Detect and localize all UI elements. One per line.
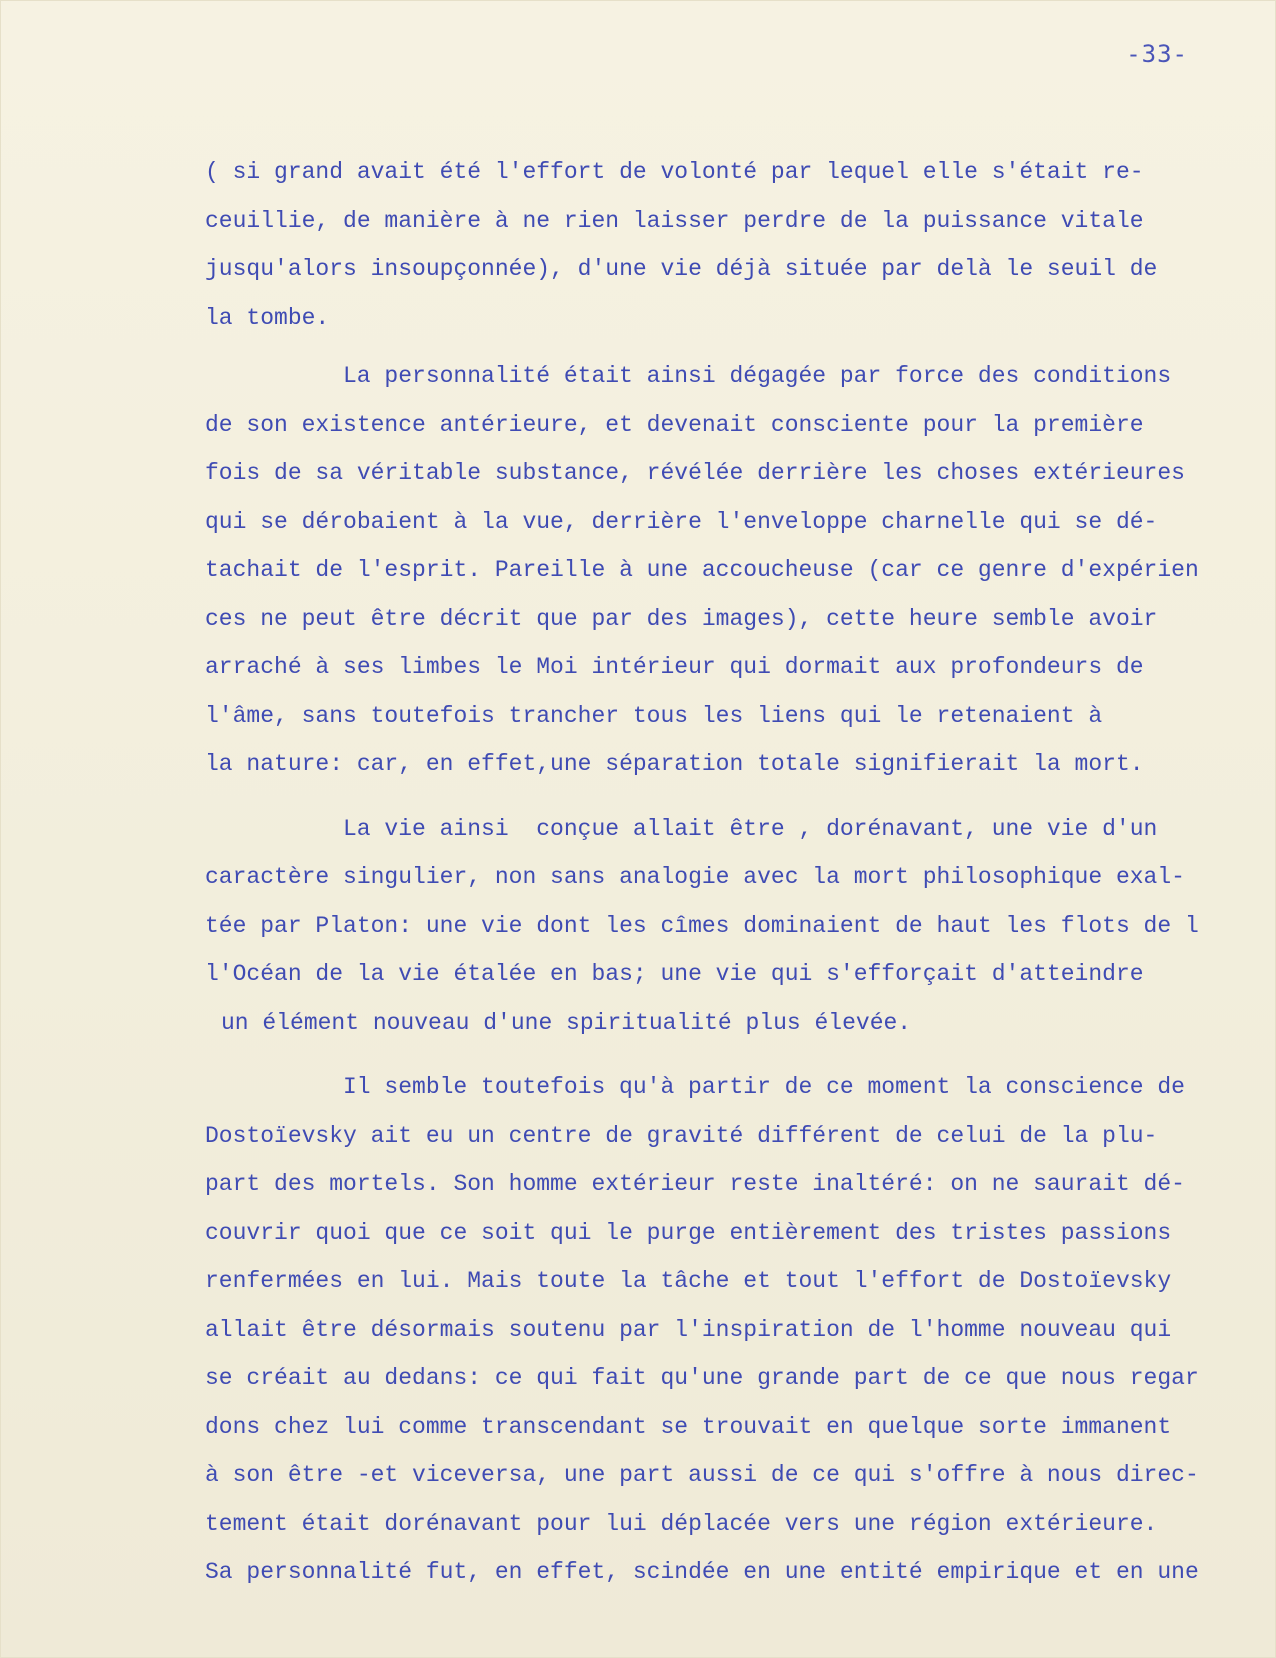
text-line: fois de sa véritable substance, révélée derrière les choses extérieures: [205, 460, 1185, 486]
text-line: l'âme, sans toutefois trancher tous les liens qui le retenaient à: [205, 702, 1103, 729]
page-number: -33-: [1126, 40, 1188, 68]
text-line: Dostoïevsky ait eu un centre de gravité différent de celui de la plu-: [205, 1122, 1158, 1149]
text-line: la tombe.: [205, 304, 330, 331]
text-line: à son être -et viceversa, une part aussi de ce qui s'offre à nous direc-: [205, 1462, 1199, 1488]
text-line: allait être désormais soutenu par l'inspiration de l'homme nouveau qui: [205, 1316, 1172, 1343]
text-line: tement était dorénavant pour lui déplacée vers une région extérieure.: [205, 1510, 1158, 1537]
page-text: [205, 148, 1267, 1597]
text-line: La vie ainsi conçue allait être , dorénavant, une vie d'un: [343, 815, 1158, 842]
text-line: arraché à ses limbes le Moi intérieur qui dormait aux profondeurs de: [205, 654, 1144, 680]
text-line: tée par Platon: une vie dont les cîmes dominaient de haut les flots de l: [205, 912, 1199, 939]
text-line: se créait au dedans: ce qui fait qu'une grande part de ce que nous regar: [205, 1365, 1199, 1391]
text-line: Il semble toutefois qu'à partir de ce moment la conscience de: [343, 1074, 1185, 1100]
text-line: Sa personnalité fut, en effet, scindée en une entité empirique et en une: [205, 1559, 1199, 1585]
text-line: part des mortels. Son homme extérieur reste inaltéré: on ne saurait dé-: [205, 1171, 1185, 1197]
text-line: tachait de l'esprit. Pareille à une accoucheuse (car ce genre d'expérien: [205, 557, 1199, 583]
text-line: dons chez lui comme transcendant se trouvait en quelque sorte immanent: [205, 1413, 1172, 1440]
text-line: couvrir quoi que ce soit qui le purge entièrement des tristes passions: [205, 1219, 1172, 1246]
text-line: de son existence antérieure, et devenait consciente pour la première: [205, 411, 1144, 438]
text-line: La personnalité était ainsi dégagée par force des conditions: [343, 363, 1172, 389]
text-line: ces ne peut être décrit que par des images), cette heure semble avoir: [205, 605, 1158, 632]
text-line: renfermées en lui. Mais toute la tâche et tout l'effort de Dostoïevsky: [205, 1268, 1172, 1294]
text-line: ceuillie, de manière à ne rien laisser perdre de la puissance vitale: [205, 207, 1144, 234]
text-line: caractère singulier, non sans analogie avec la mort philosophique exal-: [205, 864, 1185, 890]
text-line: un élément nouveau d'une spiritualité plus élevée.: [221, 1009, 912, 1036]
text-line: la nature: car, en effet,une séparation totale signifierait la mort.: [205, 751, 1144, 777]
text-line: qui se dérobaient à la vue, derrière l'enveloppe charnelle qui se dé-: [205, 508, 1158, 535]
text-line: l'Océan de la vie étalée en bas; une vie qui s'efforçait d'atteindre: [205, 961, 1144, 987]
text-line: ( si grand avait été l'effort de volonté par lequel elle s'était re-: [205, 159, 1144, 185]
text-line: jusqu'alors insoupçonnée), d'une vie déjà située par delà le seuil de: [205, 256, 1158, 282]
